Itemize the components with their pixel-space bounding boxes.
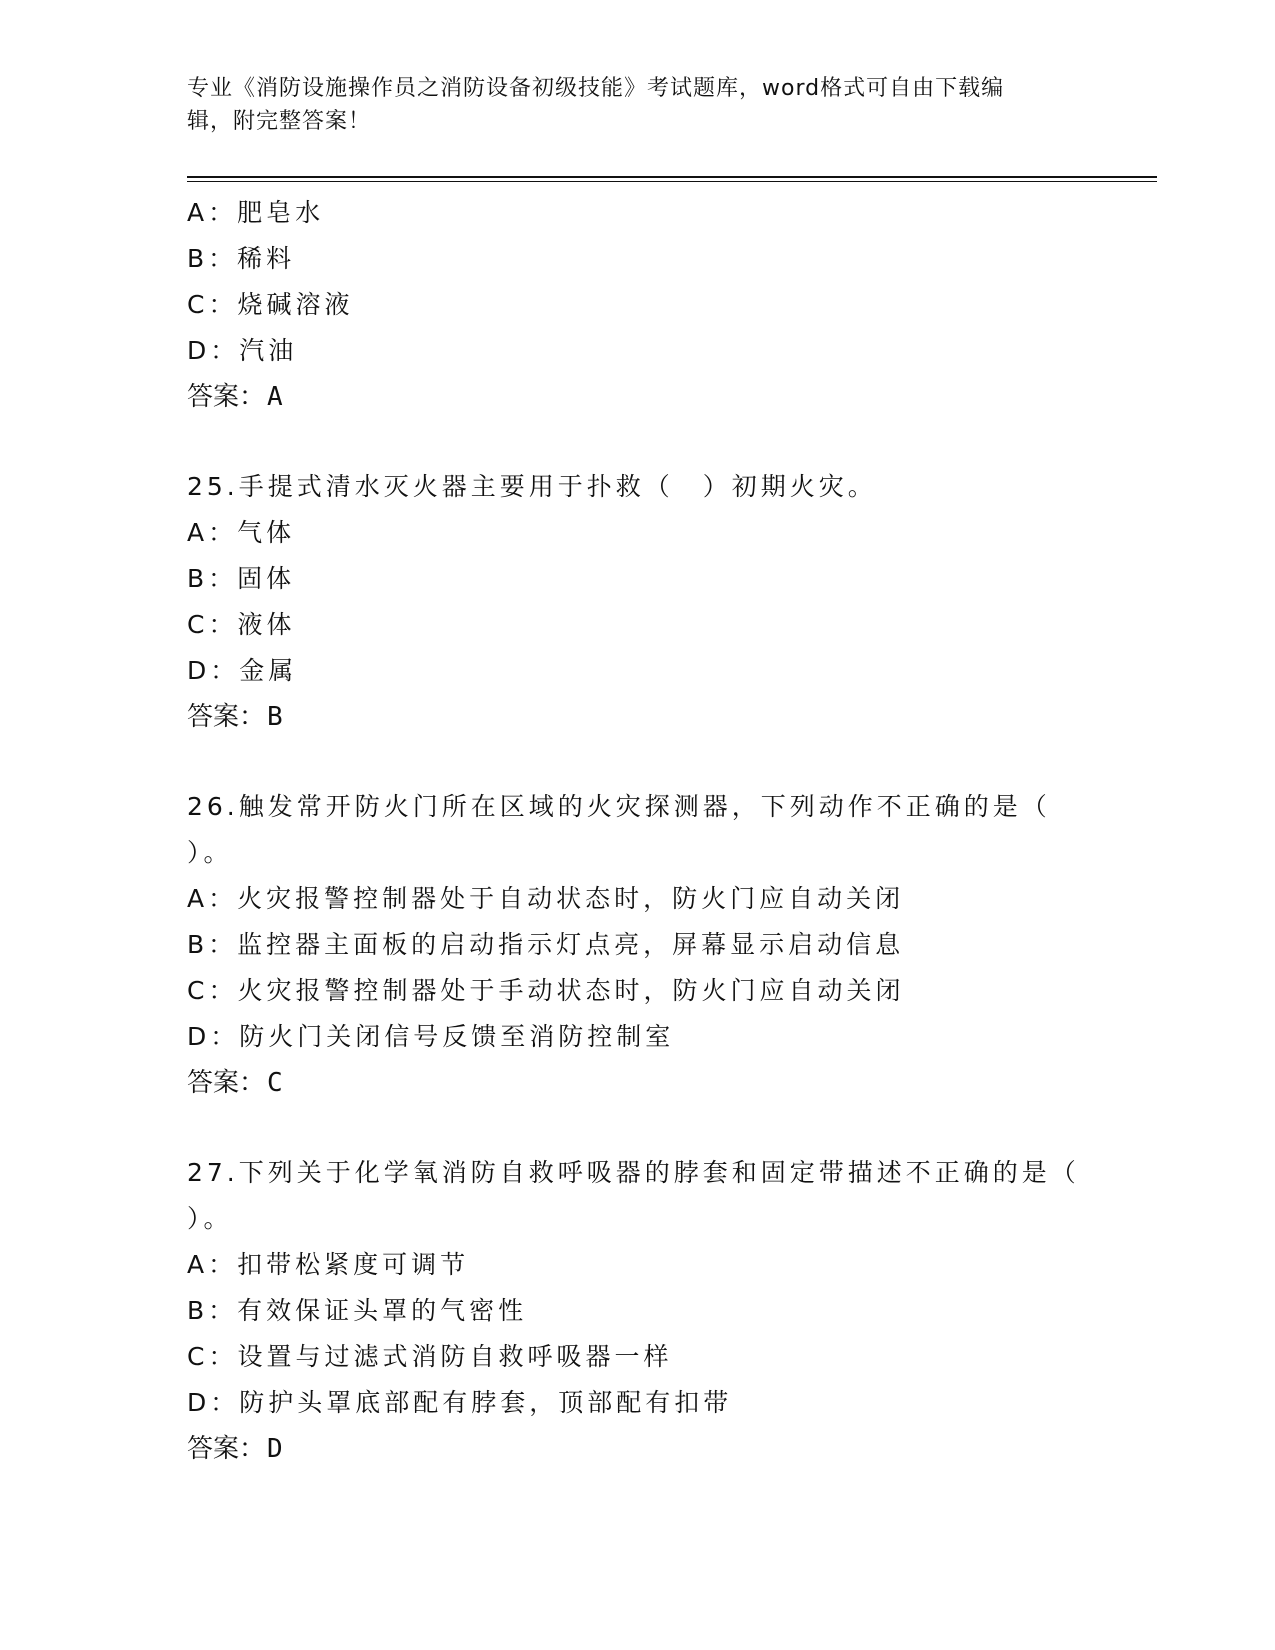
- option-b: B：稀料: [187, 244, 296, 273]
- question-stem: 27.下列关于化学氧消防自救呼吸器的脖套和固定带描述不正确的是（: [187, 1158, 1080, 1187]
- answer-line: [187, 1426, 1087, 1472]
- option-a: A：肥皂水: [187, 198, 325, 227]
- question-stem-continued: ）。: [187, 1204, 233, 1233]
- answer-value: C: [267, 1068, 283, 1098]
- answer-value: A: [267, 382, 283, 412]
- header-line-1: 专业《消防设施操作员之消防设备初级技能》考试题库，word格式可自由下载编: [187, 76, 1005, 101]
- option-a: A：气体: [187, 518, 296, 547]
- answer-value: D: [267, 1434, 283, 1464]
- question-25: [187, 464, 1087, 740]
- partial-question: [187, 190, 1087, 420]
- question-stem: 26.触发常开防火门所在区域的火灾探测器，下列动作不正确的是（: [187, 792, 1051, 821]
- option-b: B：有效保证头罩的气密性: [187, 1296, 528, 1325]
- question-stem-continued: ）。: [187, 838, 233, 867]
- document-header: [187, 72, 1087, 138]
- answer-label: 答案：: [187, 1068, 266, 1098]
- question-27: [187, 1150, 1087, 1472]
- answer-label: 答案：: [187, 382, 266, 412]
- option-b: B：监控器主面板的启动指示灯点亮，屏幕显示启动信息: [187, 930, 905, 959]
- question-26: [187, 784, 1087, 1106]
- option-d: D：防火门关闭信号反馈至消防控制室: [187, 1022, 675, 1051]
- answer-label: 答案：: [187, 702, 266, 732]
- answer-line: [187, 374, 1087, 420]
- header-line-2: 辑，附完整答案！: [187, 109, 372, 134]
- option-b: B：固体: [187, 564, 296, 593]
- option-d: D：防护头罩底部配有脖套，顶部配有扣带: [187, 1388, 733, 1417]
- question-stem: 25.手提式清水灭火器主要用于扑救（ ）初期火灾。: [187, 472, 877, 501]
- option-c: C：火灾报警控制器处于手动状态时，防火门应自动关闭: [187, 976, 905, 1005]
- option-d: D：金属: [187, 656, 298, 685]
- option-c: C：设置与过滤式消防自救呼吸器一样: [187, 1342, 673, 1371]
- option-c: C：液体: [187, 610, 296, 639]
- header-divider-thick: [187, 176, 1157, 178]
- answer-line: [187, 1060, 1087, 1106]
- option-a: A：扣带松紧度可调节: [187, 1250, 470, 1279]
- answer-value: B: [267, 702, 283, 732]
- answer-line: [187, 694, 1087, 740]
- option-a: A：火灾报警控制器处于自动状态时，防火门应自动关闭: [187, 884, 905, 913]
- question-list: [187, 190, 1087, 1472]
- option-d: D：汽油: [187, 336, 298, 365]
- header-divider-thin: [187, 181, 1157, 182]
- option-c: C：烧碱溶液: [187, 290, 354, 319]
- answer-label: 答案：: [187, 1434, 266, 1464]
